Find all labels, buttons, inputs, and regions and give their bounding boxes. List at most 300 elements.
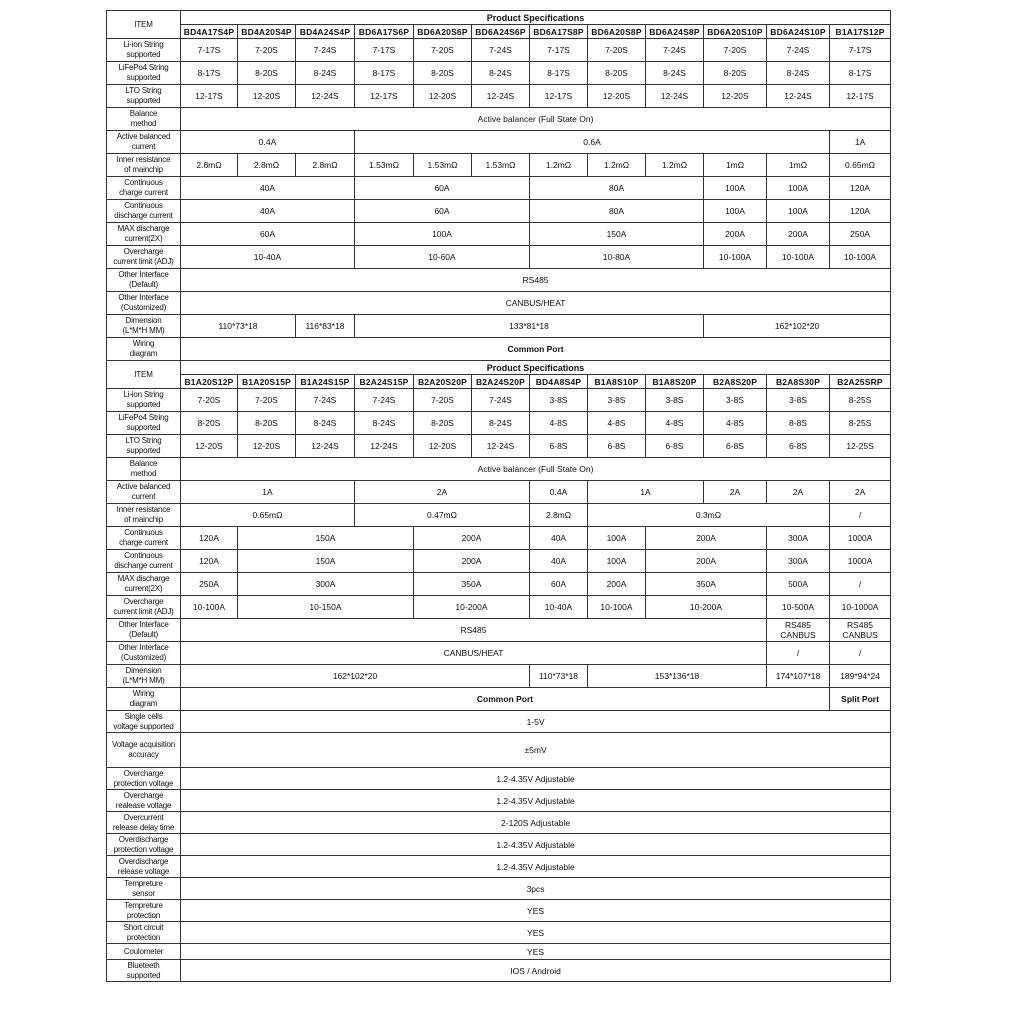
spec-cell: 0.65mΩ bbox=[830, 154, 891, 177]
spec-cell: YES bbox=[181, 922, 891, 944]
table-row bbox=[107, 711, 891, 733]
spec-cell: 1mΩ bbox=[767, 154, 830, 177]
model-name: B1A24S15P bbox=[296, 375, 355, 389]
spec-cell: 116*83*18 bbox=[296, 315, 355, 338]
table-row bbox=[107, 292, 891, 315]
table-row bbox=[107, 223, 891, 246]
model-name: B1A20S15P bbox=[238, 375, 296, 389]
row-label: Continuous charge current bbox=[107, 177, 181, 200]
spec-cell: 8-20S bbox=[414, 62, 472, 85]
model-name: BD6A24S6P bbox=[472, 25, 530, 39]
model-name: BD6A24S8P bbox=[646, 25, 704, 39]
spec-cell: 8-24S bbox=[472, 412, 530, 435]
model-name: B2A24S20P bbox=[472, 375, 530, 389]
spec-cell: 6-8S bbox=[646, 435, 704, 458]
row-label: Other Interface (Default) bbox=[107, 619, 181, 642]
spec-cell: 1.2mΩ bbox=[646, 154, 704, 177]
row-label: Overcharge realease voltage bbox=[107, 790, 181, 812]
row-label: Wiring diagram bbox=[107, 338, 181, 361]
spec-cell: 2.8mΩ bbox=[530, 504, 588, 527]
spec-cell: 12-17S bbox=[355, 85, 414, 108]
spec-cell: 10-100A bbox=[588, 596, 646, 619]
table-row bbox=[107, 39, 891, 62]
section-header-row bbox=[107, 11, 891, 25]
table-row bbox=[107, 688, 891, 711]
spec-cell: 12-17S bbox=[530, 85, 588, 108]
table-row bbox=[107, 458, 891, 481]
spec-cell: 0.4A bbox=[181, 131, 355, 154]
spec-cell: 10-200A bbox=[646, 596, 767, 619]
row-label: Dimension (L*M*H MM) bbox=[107, 665, 181, 688]
model-name: B2A8S30P bbox=[767, 375, 830, 389]
spec-cell: 1.53mΩ bbox=[414, 154, 472, 177]
row-label: Inner resistance of mainchip bbox=[107, 154, 181, 177]
spec-cell: 12-17S bbox=[830, 85, 891, 108]
section-header-row bbox=[107, 361, 891, 375]
table-row bbox=[107, 200, 891, 223]
spec-cell: 162*102*20 bbox=[181, 665, 530, 688]
row-label: MAX discharge current(2X) bbox=[107, 573, 181, 596]
spec-cell: 100A bbox=[704, 177, 767, 200]
spec-cell: 6-8S bbox=[530, 435, 588, 458]
spec-cell: 120A bbox=[181, 527, 238, 550]
row-label: Voltage acquisition accuracy bbox=[107, 733, 181, 768]
spec-cell: 10-1000A bbox=[830, 596, 891, 619]
spec-cell: 200A bbox=[767, 223, 830, 246]
spec-cell: 3-8S bbox=[646, 389, 704, 412]
spec-cell: 7-24S bbox=[646, 39, 704, 62]
spec-cell: 12-20S bbox=[181, 435, 238, 458]
spec-cell: 7-17S bbox=[830, 39, 891, 62]
spec-cell: 3-8S bbox=[588, 389, 646, 412]
table-row bbox=[107, 768, 891, 790]
spec-cell: 6-8S bbox=[767, 435, 830, 458]
table-row bbox=[107, 246, 891, 269]
row-label: Short circuit protection bbox=[107, 922, 181, 944]
spec-cell: 12-24S bbox=[296, 85, 355, 108]
item-header: ITEM bbox=[107, 361, 181, 389]
spec-cell: 150A bbox=[238, 550, 414, 573]
table-row bbox=[107, 527, 891, 550]
spec-cell: 200A bbox=[414, 550, 530, 573]
spec-cell: 7-20S bbox=[704, 39, 767, 62]
spec-cell: 7-24S bbox=[767, 39, 830, 62]
model-name: BD4A8S4P bbox=[530, 375, 588, 389]
spec-cell: Common Port bbox=[181, 688, 830, 711]
spec-cell: 7-17S bbox=[181, 39, 238, 62]
row-label: Balance method bbox=[107, 458, 181, 481]
table-row bbox=[107, 642, 891, 665]
spec-cell: 7-17S bbox=[355, 39, 414, 62]
spec-cell: 12-24S bbox=[767, 85, 830, 108]
table-row bbox=[107, 856, 891, 878]
spec-cell: YES bbox=[181, 944, 891, 960]
row-label: LTO String supported bbox=[107, 435, 181, 458]
model-name: B1A20S12P bbox=[181, 375, 238, 389]
row-label: Tempreture sensor bbox=[107, 878, 181, 900]
spec-cell: 12-20S bbox=[414, 435, 472, 458]
spec-cell: 1.2-4.35V Adjustable bbox=[181, 834, 891, 856]
table-row bbox=[107, 596, 891, 619]
spec-cell: 2A bbox=[704, 481, 767, 504]
table-row bbox=[107, 922, 891, 944]
spec-cell: 100A bbox=[767, 200, 830, 223]
row-label: LiFePo4 String supported bbox=[107, 412, 181, 435]
table-row bbox=[107, 389, 891, 412]
table-row bbox=[107, 790, 891, 812]
spec-cell: Split Port bbox=[830, 688, 891, 711]
spec-cell: 10-60A bbox=[355, 246, 530, 269]
spec-cell: 200A bbox=[414, 527, 530, 550]
spec-cell: 7-20S bbox=[414, 389, 472, 412]
spec-cell: 4-8S bbox=[588, 412, 646, 435]
spec-cell: 300A bbox=[767, 527, 830, 550]
model-name: B2A24S15P bbox=[355, 375, 414, 389]
spec-cell: 189*94*24 bbox=[830, 665, 891, 688]
row-label: Other Interface (Customized) bbox=[107, 292, 181, 315]
spec-cell: 7-24S bbox=[355, 389, 414, 412]
spec-cell: / bbox=[830, 642, 891, 665]
spec-cell: 200A bbox=[704, 223, 767, 246]
spec-cell: 12-17S bbox=[181, 85, 238, 108]
model-name: BD4A24S4P bbox=[296, 25, 355, 39]
spec-cell: 150A bbox=[530, 223, 704, 246]
row-label: Overcharge current limit (ADJ) bbox=[107, 246, 181, 269]
table-row bbox=[107, 550, 891, 573]
row-label: Continuous discharge current bbox=[107, 200, 181, 223]
spec-cell: 8-25S bbox=[830, 389, 891, 412]
spec-cell: 2.8mΩ bbox=[296, 154, 355, 177]
spec-cell: 80A bbox=[530, 177, 704, 200]
spec-cell: 133*81*18 bbox=[355, 315, 704, 338]
spec-cell: 12-20S bbox=[414, 85, 472, 108]
spec-cell: 1.2mΩ bbox=[530, 154, 588, 177]
spec-cell: 8-20S bbox=[238, 62, 296, 85]
spec-cell: 8-20S bbox=[588, 62, 646, 85]
row-label: Wiring diagram bbox=[107, 688, 181, 711]
row-label: Overdischarge protection voltage bbox=[107, 834, 181, 856]
spec-cell: RS485 CANBUS bbox=[830, 619, 891, 642]
spec-cell: 12-20S bbox=[238, 435, 296, 458]
item-header: ITEM bbox=[107, 11, 181, 39]
spec-cell: 10-100A bbox=[767, 246, 830, 269]
spec-cell: 1A bbox=[588, 481, 704, 504]
spec-cell: 10-100A bbox=[704, 246, 767, 269]
spec-cell: 4-8S bbox=[704, 412, 767, 435]
spec-cell: 12-24S bbox=[296, 435, 355, 458]
row-label: Single cells voltage supported bbox=[107, 711, 181, 733]
spec-cell: 200A bbox=[588, 573, 646, 596]
spec-cell: 8-20S bbox=[238, 412, 296, 435]
row-label: Active balanced current bbox=[107, 481, 181, 504]
model-name: BD6A17S6P bbox=[355, 25, 414, 39]
spec-cell: 3-8S bbox=[767, 389, 830, 412]
table-row bbox=[107, 878, 891, 900]
spec-cell: 10-80A bbox=[530, 246, 704, 269]
spec-cell: 350A bbox=[414, 573, 530, 596]
spec-cell: 12-20S bbox=[238, 85, 296, 108]
spec-cell: 120A bbox=[181, 550, 238, 573]
model-name: BD6A20S8P bbox=[588, 25, 646, 39]
spec-cell: / bbox=[830, 504, 891, 527]
spec-cell: 12-24S bbox=[355, 435, 414, 458]
spec-cell: 8-20S bbox=[414, 412, 472, 435]
row-label: Li-ion String supported bbox=[107, 39, 181, 62]
model-name: BD4A20S4P bbox=[238, 25, 296, 39]
spec-cell: 2A bbox=[830, 481, 891, 504]
row-label: Overcurrent release delay time bbox=[107, 812, 181, 834]
row-label: Tempreture protection bbox=[107, 900, 181, 922]
spec-cell: 7-24S bbox=[296, 39, 355, 62]
spec-cell: 100A bbox=[588, 550, 646, 573]
table-row bbox=[107, 435, 891, 458]
spec-cell: 10-200A bbox=[414, 596, 530, 619]
spec-cell: 1000A bbox=[830, 527, 891, 550]
table-row bbox=[107, 338, 891, 361]
spec-cell: CANBUS/HEAT bbox=[181, 292, 891, 315]
model-name: B2A8S20P bbox=[704, 375, 767, 389]
spec-cell: 8-24S bbox=[767, 62, 830, 85]
spec-cell: 7-17S bbox=[530, 39, 588, 62]
model-name: B2A20S20P bbox=[414, 375, 472, 389]
row-label: Balance method bbox=[107, 108, 181, 131]
spec-cell: 250A bbox=[830, 223, 891, 246]
table-row bbox=[107, 834, 891, 856]
spec-cell: 7-24S bbox=[472, 389, 530, 412]
spec-cell: RS485 bbox=[181, 269, 891, 292]
spec-cell: 350A bbox=[646, 573, 767, 596]
spec-cell: 7-20S bbox=[181, 389, 238, 412]
table-row bbox=[107, 733, 891, 768]
model-row bbox=[107, 375, 891, 389]
spec-cell: 60A bbox=[181, 223, 355, 246]
table-row bbox=[107, 900, 891, 922]
spec-cell: 100A bbox=[588, 527, 646, 550]
spec-table-body bbox=[107, 11, 891, 982]
product-specifications-header: Product Specifications bbox=[181, 361, 891, 375]
spec-cell: 7-20S bbox=[238, 389, 296, 412]
spec-cell: 12-20S bbox=[704, 85, 767, 108]
spec-cell: 1000A bbox=[830, 550, 891, 573]
spec-cell: 0.3mΩ bbox=[588, 504, 830, 527]
row-label: Overcharge protection voltage bbox=[107, 768, 181, 790]
spec-cell: 1mΩ bbox=[704, 154, 767, 177]
spec-cell: 0.6A bbox=[355, 131, 830, 154]
row-label: MAX discharge current(2X) bbox=[107, 223, 181, 246]
spec-cell: 8-20S bbox=[704, 62, 767, 85]
spec-cell: / bbox=[830, 573, 891, 596]
row-label: Dimension (L*M*H MM) bbox=[107, 315, 181, 338]
spec-cell: 7-24S bbox=[296, 389, 355, 412]
spec-cell: 8-17S bbox=[181, 62, 238, 85]
row-label: Active balanced current bbox=[107, 131, 181, 154]
spec-cell: 8-24S bbox=[355, 412, 414, 435]
spec-cell: 10-150A bbox=[238, 596, 414, 619]
table-row bbox=[107, 573, 891, 596]
spec-cell: 60A bbox=[355, 177, 530, 200]
spec-cell: 10-500A bbox=[767, 596, 830, 619]
model-name: BD4A17S4P bbox=[181, 25, 238, 39]
spec-cell: 2A bbox=[355, 481, 530, 504]
spec-cell: 2.8mΩ bbox=[181, 154, 238, 177]
spec-cell: RS485 CANBUS bbox=[767, 619, 830, 642]
model-name: BD6A17S8P bbox=[530, 25, 588, 39]
row-label: Coulometer bbox=[107, 944, 181, 960]
row-label: Other Interface (Customized) bbox=[107, 642, 181, 665]
spec-cell: 1.2mΩ bbox=[588, 154, 646, 177]
spec-cell: 1.53mΩ bbox=[472, 154, 530, 177]
spec-cell: 8-24S bbox=[296, 412, 355, 435]
spec-cell: 8-25S bbox=[830, 412, 891, 435]
spec-cell: 7-20S bbox=[414, 39, 472, 62]
spec-cell: 40A bbox=[181, 200, 355, 223]
spec-cell: 153*136*18 bbox=[588, 665, 767, 688]
spec-cell: 4-8S bbox=[646, 412, 704, 435]
spec-cell: 12-25S bbox=[830, 435, 891, 458]
spec-cell: 162*102*20 bbox=[704, 315, 891, 338]
model-name: BD6A20S6P bbox=[414, 25, 472, 39]
spec-cell: 60A bbox=[355, 200, 530, 223]
model-name: B1A8S10P bbox=[588, 375, 646, 389]
row-label: LTO String supported bbox=[107, 85, 181, 108]
row-label: Continuous charge current bbox=[107, 527, 181, 550]
spec-cell: 1.2-4.35V Adjustable bbox=[181, 856, 891, 878]
spec-cell: 300A bbox=[767, 550, 830, 573]
spec-cell: 8-24S bbox=[472, 62, 530, 85]
spec-cell: 4-8S bbox=[530, 412, 588, 435]
spec-cell: Active balancer (Full State On) bbox=[181, 108, 891, 131]
spec-cell: 1.2-4.35V Adjustable bbox=[181, 768, 891, 790]
spec-cell: 10-40A bbox=[530, 596, 588, 619]
spec-cell: 3-8S bbox=[530, 389, 588, 412]
spec-cell: 10-40A bbox=[181, 246, 355, 269]
spec-cell: 40A bbox=[530, 527, 588, 550]
spec-cell: 8-17S bbox=[530, 62, 588, 85]
spec-cell: 2.8mΩ bbox=[238, 154, 296, 177]
model-name: B1A17S12P bbox=[830, 25, 891, 39]
spec-cell: 174*107*18 bbox=[767, 665, 830, 688]
spec-cell: ±5mV bbox=[181, 733, 891, 768]
spec-cell: CANBUS/HEAT bbox=[181, 642, 767, 665]
spec-cell: 1A bbox=[830, 131, 891, 154]
spec-cell: 8-8S bbox=[767, 412, 830, 435]
spec-cell: 0.65mΩ bbox=[181, 504, 355, 527]
spec-cell: 100A bbox=[704, 200, 767, 223]
spec-cell: 120A bbox=[830, 200, 891, 223]
table-row bbox=[107, 665, 891, 688]
spec-cell: 200A bbox=[646, 527, 767, 550]
spec-cell: 1.2-4.35V Adjustable bbox=[181, 790, 891, 812]
spec-cell: 8-24S bbox=[646, 62, 704, 85]
spec-cell: 6-8S bbox=[588, 435, 646, 458]
spec-cell: 12-24S bbox=[472, 435, 530, 458]
table-row bbox=[107, 131, 891, 154]
row-label: Li-ion String supported bbox=[107, 389, 181, 412]
spec-cell: 110*73*18 bbox=[530, 665, 588, 688]
spec-cell: 120A bbox=[830, 177, 891, 200]
spec-cell: 3-8S bbox=[704, 389, 767, 412]
spec-cell: 60A bbox=[530, 573, 588, 596]
table-row bbox=[107, 960, 891, 982]
spec-cell: 10-100A bbox=[830, 246, 891, 269]
row-label: Blueteeth supported bbox=[107, 960, 181, 982]
spec-cell: 0.47mΩ bbox=[355, 504, 530, 527]
spec-cell: IOS / Android bbox=[181, 960, 891, 982]
row-label: Continuous discharge current bbox=[107, 550, 181, 573]
table-row bbox=[107, 177, 891, 200]
table-row bbox=[107, 108, 891, 131]
spec-cell: 8-17S bbox=[830, 62, 891, 85]
spec-cell: 7-20S bbox=[588, 39, 646, 62]
spec-cell: Active balancer (Full State On) bbox=[181, 458, 891, 481]
spec-cell: 150A bbox=[238, 527, 414, 550]
spec-cell: / bbox=[767, 642, 830, 665]
table-row bbox=[107, 812, 891, 834]
row-label: Other Interface (Default) bbox=[107, 269, 181, 292]
spec-cell: 7-20S bbox=[238, 39, 296, 62]
table-row bbox=[107, 412, 891, 435]
spec-cell: 110*73*18 bbox=[181, 315, 296, 338]
spec-cell: RS485 bbox=[181, 619, 767, 642]
spec-cell: 2-120S Adjustable bbox=[181, 812, 891, 834]
table-row bbox=[107, 62, 891, 85]
model-name: B2A25SRP bbox=[830, 375, 891, 389]
spec-cell: 10-100A bbox=[181, 596, 238, 619]
model-name: BD6A20S10P bbox=[704, 25, 767, 39]
spec-cell: 1-5V bbox=[181, 711, 891, 733]
table-row bbox=[107, 154, 891, 177]
model-name: BD6A24S10P bbox=[767, 25, 830, 39]
spec-cell: 6-8S bbox=[704, 435, 767, 458]
spec-cell: 1.53mΩ bbox=[355, 154, 414, 177]
table-row bbox=[107, 481, 891, 504]
row-label: Overdischarge release voltage bbox=[107, 856, 181, 878]
table-row bbox=[107, 504, 891, 527]
product-specifications-header: Product Specifications bbox=[181, 11, 891, 25]
model-row bbox=[107, 25, 891, 39]
row-label: Overcharge current limit (ADJ) bbox=[107, 596, 181, 619]
spec-cell: 0.4A bbox=[530, 481, 588, 504]
table-row bbox=[107, 944, 891, 960]
model-name: B1A8S20P bbox=[646, 375, 704, 389]
spec-cell: 40A bbox=[530, 550, 588, 573]
spec-cell: 300A bbox=[238, 573, 414, 596]
spec-cell: 100A bbox=[767, 177, 830, 200]
spec-cell: Common Port bbox=[181, 338, 891, 361]
spec-cell: 200A bbox=[646, 550, 767, 573]
row-label: Inner resistance of mainchip bbox=[107, 504, 181, 527]
product-spec-table bbox=[106, 10, 891, 982]
spec-cell: 3pcs bbox=[181, 878, 891, 900]
spec-cell: 12-20S bbox=[588, 85, 646, 108]
spec-cell: 12-24S bbox=[646, 85, 704, 108]
spec-cell: 12-24S bbox=[472, 85, 530, 108]
spec-cell: 40A bbox=[181, 177, 355, 200]
spec-cell: 8-20S bbox=[181, 412, 238, 435]
table-row bbox=[107, 85, 891, 108]
spec-cell: 2A bbox=[767, 481, 830, 504]
spec-cell: 8-24S bbox=[296, 62, 355, 85]
spec-cell: 80A bbox=[530, 200, 704, 223]
table-row bbox=[107, 619, 891, 642]
table-row bbox=[107, 269, 891, 292]
row-label: LiFePo4 String supported bbox=[107, 62, 181, 85]
spec-cell: 100A bbox=[355, 223, 530, 246]
spec-cell: 250A bbox=[181, 573, 238, 596]
spec-cell: YES bbox=[181, 900, 891, 922]
spec-cell: 7-24S bbox=[472, 39, 530, 62]
spec-cell: 500A bbox=[767, 573, 830, 596]
